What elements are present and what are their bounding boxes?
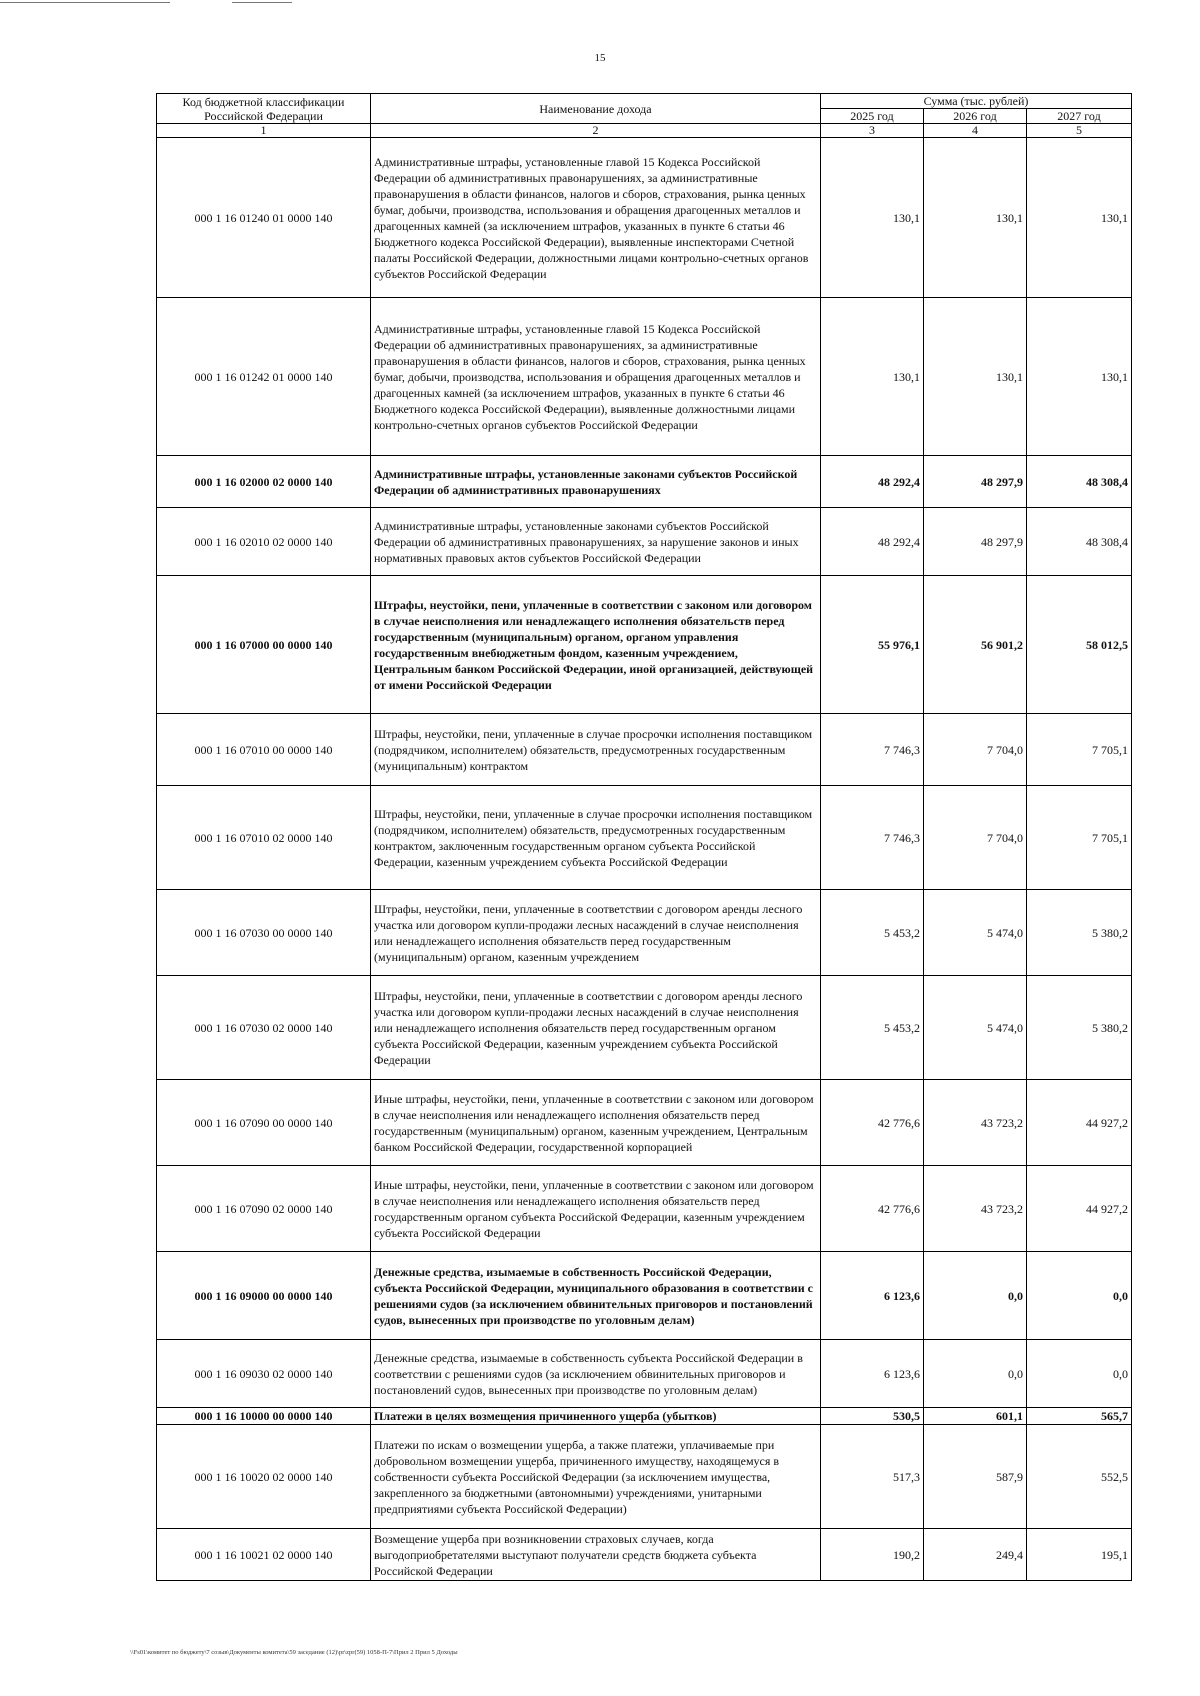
amount-2025: 530,5 [821, 1408, 924, 1425]
amount-2026: 48 297,9 [924, 508, 1027, 576]
table-row [157, 298, 1132, 456]
revenue-name: Иные штрафы, неустойки, пени, уплаченные в соответствии с законом или договором в случае неисполнения или ненадлежащего исполнения обязательств перед государственным органом субъекта Российской Федерации, казенным учреждением субъекта Российской Федерации [371, 1166, 821, 1252]
table-row [157, 138, 1132, 298]
table-row [157, 1080, 1132, 1166]
column-number: 5 [1027, 124, 1132, 138]
budget-code: 000 1 16 02010 02 0000 140 [157, 508, 371, 576]
table-row [157, 1340, 1132, 1408]
amount-2026: 5 474,0 [924, 890, 1027, 976]
amount-2026: 0,0 [924, 1252, 1027, 1340]
amount-2027: 48 308,4 [1027, 508, 1132, 576]
budget-code: 000 1 16 10020 02 0000 140 [157, 1425, 371, 1529]
scan-artifact [0, 2, 170, 3]
table-row [157, 786, 1132, 890]
table-row [157, 576, 1132, 714]
amount-2027: 58 012,5 [1027, 576, 1132, 714]
amount-2025: 42 776,6 [821, 1166, 924, 1252]
amount-2026: 48 297,9 [924, 456, 1027, 508]
amount-2027: 552,5 [1027, 1425, 1132, 1529]
amount-2027: 44 927,2 [1027, 1080, 1132, 1166]
revenue-name: Денежные средства, изымаемые в собственность Российской Федерации, субъекта Российской Федерации, муниципального образования в соответствии с решениями судов (за исключением обвинительных приговоров и постановлений судов, вынесенных при производстве по уголовным делам) [371, 1252, 821, 1340]
budget-code: 000 1 16 01242 01 0000 140 [157, 298, 371, 456]
revenue-name: Штрафы, неустойки, пени, уплаченные в соответствии с договором аренды лесного участка или договором купли-продажи лесных насаждений в случае неисполнения или ненадлежащего исполнения обязательств перед государственным органом субъекта Российской Федерации, казенным учреждением субъекта Российской Федерации [371, 976, 821, 1080]
amount-2025: 130,1 [821, 138, 924, 298]
amount-2026: 130,1 [924, 298, 1027, 456]
budget-code: 000 1 16 02000 02 0000 140 [157, 456, 371, 508]
amount-2027: 5 380,2 [1027, 976, 1132, 1080]
amount-2025: 7 746,3 [821, 786, 924, 890]
revenue-name: Штрафы, неустойки, пени, уплаченные в случае просрочки исполнения поставщиком (подрядчиком, исполнителем) обязательств, предусмотренных государственным (муниципальным) контрактом [371, 714, 821, 786]
amount-2026: 249,4 [924, 1529, 1027, 1581]
column-number: 2 [371, 124, 821, 138]
budget-code: 000 1 16 09000 00 0000 140 [157, 1252, 371, 1340]
column-number-row [157, 124, 1132, 138]
amount-2025: 48 292,4 [821, 508, 924, 576]
budget-code: 000 1 16 07010 02 0000 140 [157, 786, 371, 890]
amount-2025: 7 746,3 [821, 714, 924, 786]
amount-2026: 130,1 [924, 138, 1027, 298]
revenue-name: Штрафы, неустойки, пени, уплаченные в соответствии с договором аренды лесного участка или договором купли-продажи лесных насаждений в случае неисполнения или ненадлежащего исполнения обязательств перед государственным (муниципальным) органом, казенным учреждением [371, 890, 821, 976]
amount-2025: 6 123,6 [821, 1340, 924, 1408]
amount-2025: 5 453,2 [821, 976, 924, 1080]
column-number: 4 [924, 124, 1027, 138]
table-row [157, 890, 1132, 976]
revenue-name: Платежи по искам о возмещении ущерба, а также платежи, уплачиваемые при добровольном возмещении ущерба, причиненного имуществу, находящемуся в собственности субъекта Российской Федерации (за исключением имущества, закрепленного за бюджетными (автономными) учреждениями, унитарными предприятиями субъекта Российской Федерации) [371, 1425, 821, 1529]
amount-2026: 7 704,0 [924, 714, 1027, 786]
footer-file-path: \\Fs01\комитет по бюджету\7 созыв\Документы комитета\59 заседание (12)\pr\zpr(59) 1058-П-7\Прил 2 Прил 5 Доходы [130, 1649, 458, 1656]
table-row [157, 456, 1132, 508]
budget-code: 000 1 16 01240 01 0000 140 [157, 138, 371, 298]
amount-2027: 7 705,1 [1027, 714, 1132, 786]
budget-code: 000 1 16 09030 02 0000 140 [157, 1340, 371, 1408]
table-row [157, 1529, 1132, 1581]
amount-2025: 55 976,1 [821, 576, 924, 714]
budget-code: 000 1 16 07090 02 0000 140 [157, 1166, 371, 1252]
budget-code: 000 1 16 07030 02 0000 140 [157, 976, 371, 1080]
budget-code: 000 1 16 07010 00 0000 140 [157, 714, 371, 786]
table-row [157, 1252, 1132, 1340]
amount-2025: 42 776,6 [821, 1080, 924, 1166]
amount-2027: 0,0 [1027, 1252, 1132, 1340]
amount-2027: 565,7 [1027, 1408, 1132, 1425]
column-number: 1 [157, 124, 371, 138]
amount-2026: 7 704,0 [924, 786, 1027, 890]
table-row [157, 976, 1132, 1080]
table-row [157, 1408, 1132, 1425]
amount-2026: 56 901,2 [924, 576, 1027, 714]
revenue-name: Платежи в целях возмещения причиненного ущерба (убытков) [371, 1408, 821, 1425]
amount-2025: 130,1 [821, 298, 924, 456]
revenue-name: Штрафы, неустойки, пени, уплаченные в случае просрочки исполнения поставщиком (подрядчиком, исполнителем) обязательств, предусмотренных государственным контрактом, заключенным государственным органом субъекта Российской Федерации, казенным учреждением субъекта Российской Федерации [371, 786, 821, 890]
amount-2027: 7 705,1 [1027, 786, 1132, 890]
header-row-1 [157, 94, 1132, 109]
budget-code: 000 1 16 07030 00 0000 140 [157, 890, 371, 976]
amount-2026: 0,0 [924, 1340, 1027, 1408]
revenue-name: Возмещение ущерба при возникновении страховых случаев, когда выгодоприобретателями выступают получатели средств бюджета субъекта Российской Федерации [371, 1529, 821, 1581]
revenue-name: Денежные средства, изымаемые в собственность субъекта Российской Федерации в соответствии с решениями судов (за исключением обвинительных приговоров и постановлений судов, вынесенных при производстве по уголовным делам) [371, 1340, 821, 1408]
table-row [157, 1166, 1132, 1252]
amount-2027: 5 380,2 [1027, 890, 1132, 976]
amount-2026: 587,9 [924, 1425, 1027, 1529]
year-header-2026: 2026 год [924, 109, 1027, 124]
amount-2025: 5 453,2 [821, 890, 924, 976]
budget-code: 000 1 16 10021 02 0000 140 [157, 1529, 371, 1581]
revenue-name: Административные штрафы, установленные законами субъектов Российской Федерации об административных правонарушениях [371, 456, 821, 508]
amount-2027: 130,1 [1027, 298, 1132, 456]
column-number: 3 [821, 124, 924, 138]
amount-2026: 43 723,2 [924, 1080, 1027, 1166]
scan-artifact [232, 2, 292, 3]
revenue-name: Иные штрафы, неустойки, пени, уплаченные в соответствии с законом или договором в случае неисполнения или ненадлежащего исполнения обязательств перед государственным (муниципальным) органом, казенным учреждением, Центральным банком Российской Федерации, государственной корпорацией [371, 1080, 821, 1166]
amount-2026: 601,1 [924, 1408, 1027, 1425]
amount-2025: 6 123,6 [821, 1252, 924, 1340]
year-header-2025: 2025 год [821, 109, 924, 124]
amount-2025: 48 292,4 [821, 456, 924, 508]
table-row [157, 714, 1132, 786]
budget-code: 000 1 16 10000 00 0000 140 [157, 1408, 371, 1425]
page-number: 15 [594, 52, 606, 64]
amount-2026: 43 723,2 [924, 1166, 1027, 1252]
revenue-table [156, 93, 1132, 1581]
code-column-header: Код бюджетной классификации Российской Федерации [157, 94, 371, 124]
revenue-name: Административные штрафы, установленные главой 15 Кодекса Российской Федерации об административных правонарушениях, за административные правонарушения в области финансов, налогов и сборов, страхования, рынка ценных бумаг, добычи, производства, использования и обращения драгоценных металлов и драгоценных камней (за исключением штрафов, указанных в пункте 6 статьи 46 Бюджетного кодекса Российской Федерации), выявленные должностными лицами контрольно-счетных органов субъектов Российской Федерации [371, 298, 821, 456]
budget-code: 000 1 16 07090 00 0000 140 [157, 1080, 371, 1166]
amount-2026: 5 474,0 [924, 976, 1027, 1080]
amount-2027: 48 308,4 [1027, 456, 1132, 508]
amount-2027: 0,0 [1027, 1340, 1132, 1408]
table-row [157, 508, 1132, 576]
amount-2027: 130,1 [1027, 138, 1132, 298]
amount-2025: 190,2 [821, 1529, 924, 1581]
revenue-name: Административные штрафы, установленные законами субъектов Российской Федерации об административных правонарушениях, за нарушение законов и иных нормативных правовых актов субъектов Российской Федерации [371, 508, 821, 576]
revenue-name: Административные штрафы, установленные главой 15 Кодекса Российской Федерации об административных правонарушениях, за административные правонарушения в области финансов, налогов и сборов, страхования, рынка ценных бумаг, добычи, производства, использования и обращения драгоценных металлов и драгоценных камней (за исключением штрафов, указанных в пункте 6 статьи 46 Бюджетного кодекса Российской Федерации), выявленные инспекторами Счетной палаты Российской Федерации, должностными лицами контрольно-счетных органов субъектов Российской Федерации [371, 138, 821, 298]
table-row [157, 1425, 1132, 1529]
revenue-name: Штрафы, неустойки, пени, уплаченные в соответствии с законом или договором в случае неисполнения или ненадлежащего исполнения обязательств перед государственным (муниципальным) органом, органом управления государственным внебюджетным фондом, казенным учреждением, Центральным банком Российской Федерации, иной организацией, действующей от имени Российской Федерации [371, 576, 821, 714]
name-column-header: Наименование дохода [371, 94, 821, 124]
budget-code: 000 1 16 07000 00 0000 140 [157, 576, 371, 714]
sum-group-header: Сумма (тыс. рублей) [821, 94, 1132, 109]
amount-2027: 195,1 [1027, 1529, 1132, 1581]
amount-2025: 517,3 [821, 1425, 924, 1529]
amount-2027: 44 927,2 [1027, 1166, 1132, 1252]
year-header-2027: 2027 год [1027, 109, 1132, 124]
